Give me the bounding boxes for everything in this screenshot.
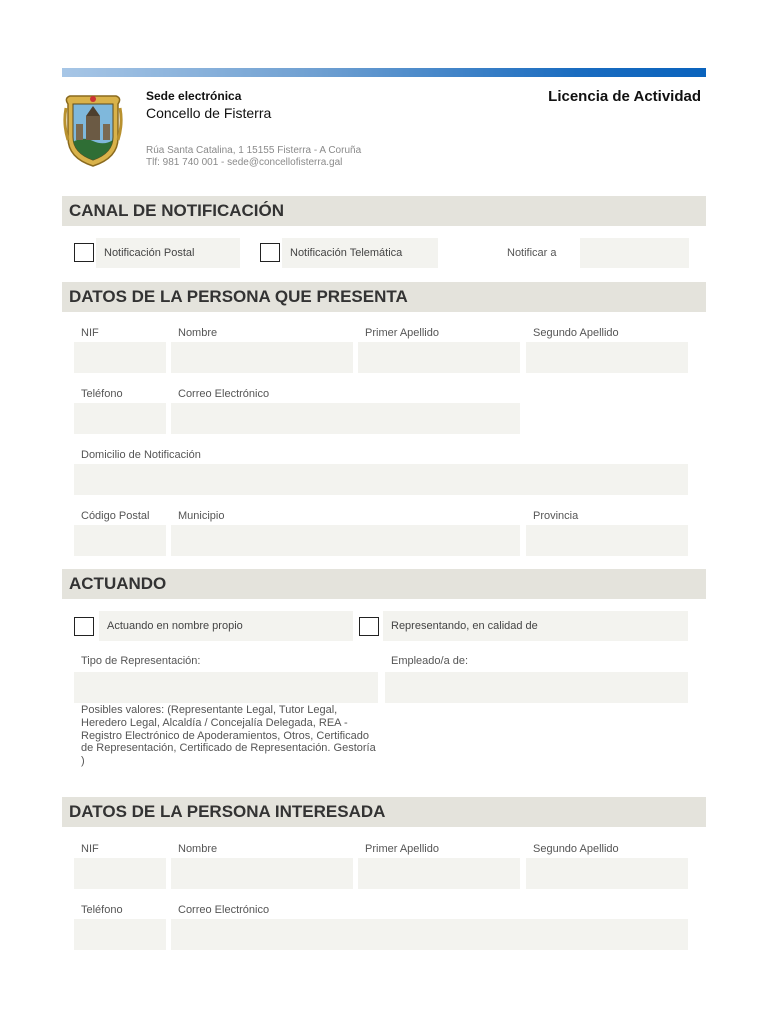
interesada-telefono-label: Teléfono — [81, 904, 123, 916]
interesada-nombre-input[interactable] — [171, 858, 353, 889]
interesada-segundo-apellido-label: Segundo Apellido — [533, 843, 619, 855]
correo-input[interactable] — [171, 403, 520, 434]
codigo-postal-label: Código Postal — [81, 510, 150, 522]
telefono-input[interactable] — [74, 403, 166, 434]
section-persona-interesada: DATOS DE LA PERSONA INTERESADA — [62, 797, 706, 827]
tipo-representacion-input[interactable] — [74, 672, 378, 703]
coat-of-arms-logo — [62, 94, 124, 168]
nombre-input[interactable] — [171, 342, 353, 373]
sede-electronica-label: Sede electrónica — [146, 89, 242, 103]
municipio-input[interactable] — [171, 525, 520, 556]
option-notificacion-postal-label: Notificación Postal — [96, 238, 240, 268]
interesada-nombre-label: Nombre — [178, 843, 218, 855]
correo-label: Correo Electrónico — [178, 388, 270, 400]
tipo-representacion-label: Tipo de Representación: — [81, 655, 201, 667]
segundo-apellido-label: Segundo Apellido — [533, 327, 619, 339]
document-title: Licencia de Actividad — [548, 88, 701, 105]
section-actuando: ACTUANDO — [62, 569, 706, 599]
header-accent-bar — [62, 68, 706, 77]
interesada-primer-apellido-label: Primer Apellido — [365, 843, 439, 855]
interesada-primer-apellido-input[interactable] — [358, 858, 520, 889]
primer-apellido-label: Primer Apellido — [365, 327, 439, 339]
option-notificacion-telematica-label: Notificación Telemática — [282, 238, 438, 268]
checkbox-notificacion-telematica[interactable] — [260, 243, 280, 262]
domicilio-input[interactable] — [74, 464, 688, 495]
interesada-correo-input[interactable] — [171, 919, 688, 950]
nombre-label: Nombre — [178, 327, 218, 339]
section-canal-notificacion: CANAL DE NOTIFICACIÓN — [62, 196, 706, 226]
segundo-apellido-input[interactable] — [526, 342, 688, 373]
checkbox-representando[interactable] — [359, 617, 379, 636]
notificar-a-label: Notificar a — [507, 247, 557, 259]
municipality-name: Concello de Fisterra — [146, 105, 272, 121]
checkbox-nombre-propio[interactable] — [74, 617, 94, 636]
domicilio-label: Domicilio de Notificación — [81, 449, 201, 461]
empleado-input[interactable] — [385, 672, 688, 703]
municipio-label: Municipio — [178, 510, 225, 522]
checkbox-notificacion-postal[interactable] — [74, 243, 94, 262]
interesada-correo-label: Correo Electrónico — [178, 904, 270, 916]
provincia-label: Provincia — [533, 510, 579, 522]
primer-apellido-input[interactable] — [358, 342, 520, 373]
posibles-valores-note: Posibles valores: (Representante Legal, Tutor Legal, Heredero Legal, Alcaldía / Concejalía Delegada, REA - Registro Electrónico de Apoderamientos, Otros, Certificado de Representación, Certificado de Representación. Gestoría ) — [81, 704, 376, 768]
interesada-telefono-input[interactable] — [74, 919, 166, 950]
nif-label: NIF — [81, 327, 99, 339]
address-text: Rúa Santa Catalina, 1 15155 Fisterra - A Coruña — [146, 145, 362, 156]
option-representando-label: Representando, en calidad de — [383, 611, 688, 641]
codigo-postal-input[interactable] — [74, 525, 166, 556]
contact-text: Tlf: 981 740 001 - sede@concellofisterra.gal — [146, 157, 343, 168]
empleado-label: Empleado/a de: — [391, 655, 469, 667]
option-nombre-propio-label: Actuando en nombre propio — [99, 611, 353, 641]
section-persona-presenta: DATOS DE LA PERSONA QUE PRESENTA — [62, 282, 706, 312]
notificar-a-input[interactable] — [580, 238, 689, 268]
provincia-input[interactable] — [526, 525, 688, 556]
interesada-nif-input[interactable] — [74, 858, 166, 889]
nif-input[interactable] — [74, 342, 166, 373]
interesada-nif-label: NIF — [81, 843, 99, 855]
telefono-label: Teléfono — [81, 388, 123, 400]
interesada-segundo-apellido-input[interactable] — [526, 858, 688, 889]
